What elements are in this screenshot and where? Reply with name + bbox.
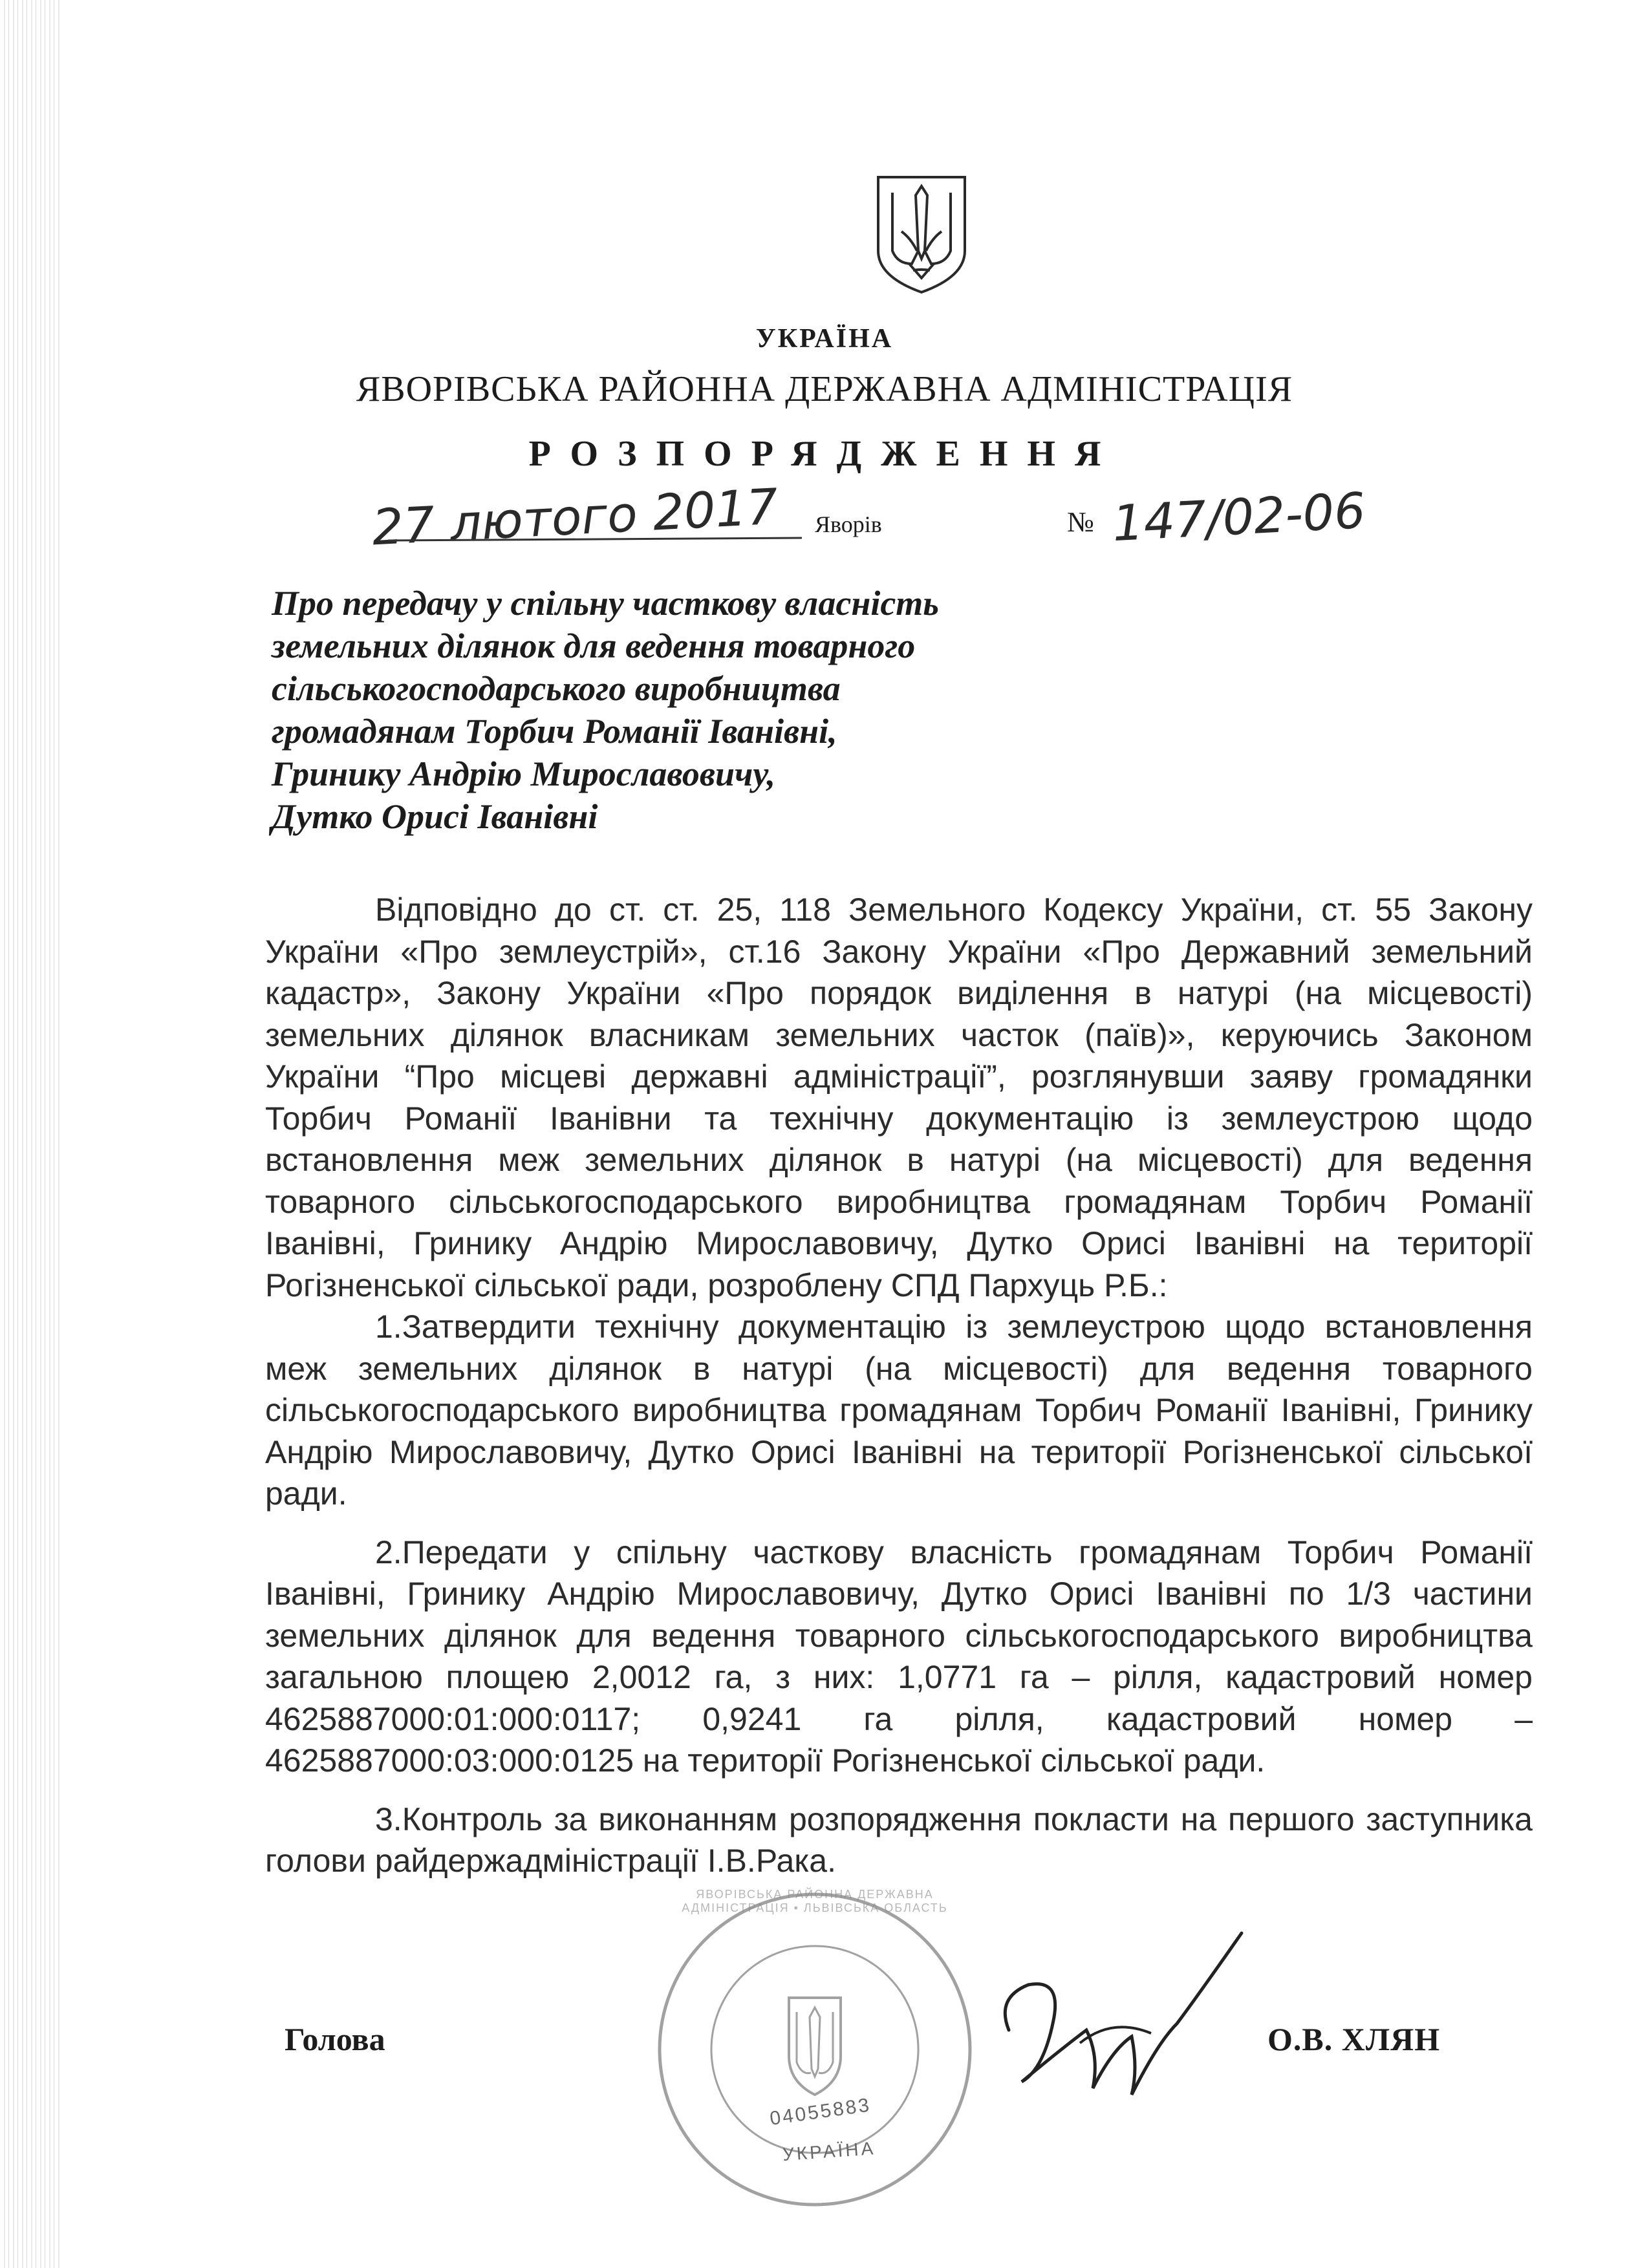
administration-heading: ЯВОРІВСЬКА РАЙОННА ДЕРЖАВНА АДМІНІСТРАЦІЯ: [356, 369, 1293, 409]
subject-line: Про передачу у спільну часткову власність: [272, 584, 939, 623]
item-1-paragraph: 1.Затвердити технічну документацію із землеустрою щодо встановлення меж земельних ділянок в натурі (на місцевості) для ведення товарного сільськогосподарського виробництва громадянам Торбич Романії Іванівні, Гринику Андрію Мирославовичу, Дутко Орисі Іванівні на території Рогізненської сільської ради.: [265, 1309, 1533, 1512]
subject-line: Дутко Орисі Іванівні: [272, 797, 598, 836]
country-heading: УКРАЇНА: [755, 324, 894, 354]
subject-line: сільськогосподарського виробництва: [272, 669, 841, 708]
order-body: [265, 889, 1533, 1882]
trident-emblem-icon: [873, 173, 970, 295]
document-place: Яворів: [815, 511, 882, 537]
order-subject: [272, 582, 1177, 838]
seal-country: УКРАЇНА: [782, 2138, 877, 2165]
handwritten-signature-icon: [983, 1920, 1255, 2134]
preamble-paragraph: Відповідно до ст. ст. 25, 118 Земельного Кодексу України, ст. 55 Закону України «Про землеустрій», ст.16 Закону України «Про Державний земельний кадастр», Закону України «Про порядок виділення в натурі (на місцевості) земельних ділянок власникам земельних часток (паїв)», керуючись Законом України “Про місцеві державні адміністрації”, розглянувши заяву громадянки Торбич Романії Іванівни та технічну документацію із землеустрою щодо встановлення меж земельних ділянок в натурі (на місцевості) для ведення товарного сільськогосподарського виробництва громадянам Торбич Романії Іванівні, Гринику Андрію Мирославовичу, Дутко Орисі Іванівні на території Рогізненської сільської ради, розроблену СПД Пархуць Р.Б.:: [265, 892, 1533, 1303]
date-underline: [388, 537, 802, 543]
subject-line: Гринику Андрію Мирославовичу,: [272, 754, 776, 793]
subject-line: земельних ділянок для ведення товарного: [272, 626, 916, 665]
document-number: 147/02-06: [1110, 481, 1367, 553]
item-2-paragraph: 2.Передати у спільну часткову власність громадянам Торбич Романії Іванівні, Гринику Андрію Мирославовичу, Дутко Орисі Іванівні по 1/3 частини земельних ділянок для ведення товарного сільськогосподарського виробництва загальною площею 2,0012 га, з них: 1,0771 га – рілля, кадастровий номер 4625887000:01:000:0117; 0,9241 га рілля, кадастровий номер – 4625887000:03:000:0125 на території Рогізненської сільської ради.: [265, 1534, 1533, 1779]
document-date: 27 лютого 2017: [371, 477, 780, 557]
seal-code: 04055883: [768, 2094, 872, 2130]
seal-outer-text: ЯВОРІВСЬКА РАЙОННА ДЕРЖАВНА АДМІНІСТРАЦІЯ • ЛЬВІВСЬКА ОБЛАСТЬ: [682, 1888, 948, 1914]
subject-line: громадянам Торбич Романії Іванівні,: [272, 712, 837, 751]
signatory-name: О.В. ХЛЯН: [1267, 2021, 1441, 2057]
number-label: №: [1067, 506, 1094, 538]
signatory-title: Голова: [285, 2021, 385, 2057]
item-3-paragraph: 3.Контроль за виконанням розпорядження покласти на першого заступника голови райдержадміністрації І.В.Рака.: [265, 1801, 1533, 1879]
document-type-heading: РОЗПОРЯДЖЕННЯ: [528, 434, 1121, 474]
